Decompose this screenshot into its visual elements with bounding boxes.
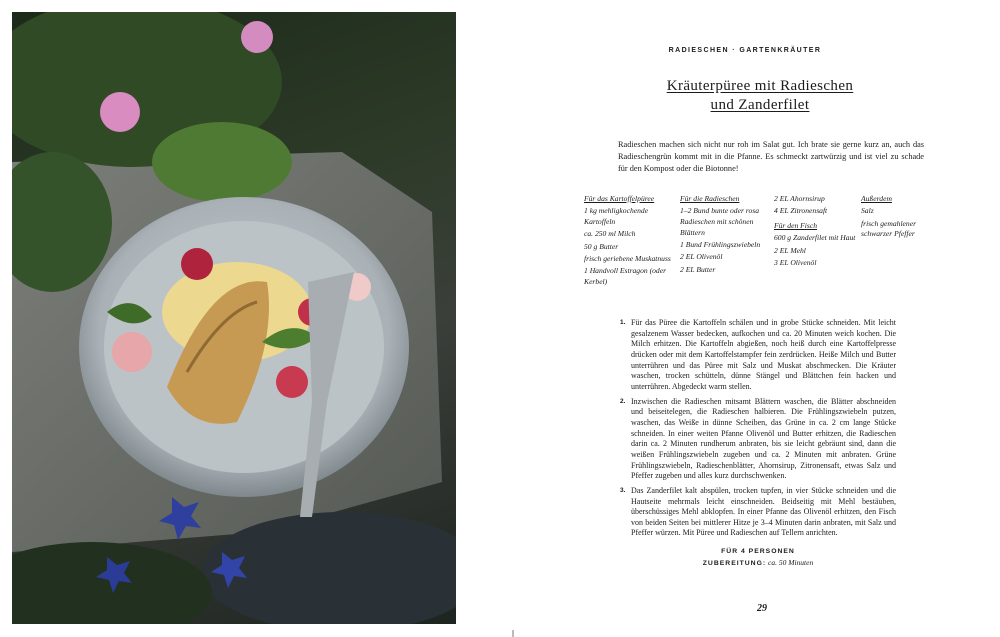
ingredient-item: frisch gemahlener schwarzer Pfeffer [861, 218, 917, 239]
recipe-photo [12, 12, 456, 624]
prep-time: ca. 50 Minuten [768, 558, 814, 567]
ingredient-item: 2 EL Butter [680, 264, 716, 274]
step-number: 1. [620, 319, 626, 326]
intro-paragraph: Radieschen machen sich nicht nur roh im Salat gut. Ich brate sie gerne kurz an, auch das Radieschengrün kommt mit in die Pfanne. Es schmeckt zartwürzig und ist viel zu schade für den Kompost oder die Biotonne! [618, 140, 924, 174]
prep-label: ZUBEREITUNG: [702, 560, 767, 567]
step-number: 3. [620, 486, 626, 494]
ingredient-item: 3 EL Olivenöl [774, 257, 817, 267]
ingredients-column-3 [774, 194, 856, 270]
instructions [620, 318, 896, 543]
ingredient-item: 2 EL Olivenöl [680, 252, 723, 262]
recipe-title [600, 77, 920, 115]
ingredient-heading: Für den Fisch [774, 221, 818, 231]
step-text: Das Zanderfilet kalt abspülen, trocken tupfen, in vier Stücke schneiden und die Hautseite mehrmals leicht einschneiden. Beidseitig mit Mehl bestäuben, überschüssiges Mehl abklopfen. In einer Pfanne das Olivenöl erhitzen, den Fisch von beiden Seiten bei mittlerer Hitze je 3–4 Minuten darin anbraten, mit Salz und Pfeffer würzen. Mit Püree und Radieschen auf Tellern anrichten. [631, 485, 896, 538]
ingredient-item: 1 Handvoll Estragon (oder Kerbel) [584, 266, 667, 287]
ingredient-heading: Außerdem [861, 194, 892, 203]
ingredients-column-1 [584, 194, 676, 289]
page-number: 29 [757, 603, 767, 614]
ingredient-item: ca. 250 ml Milch [584, 229, 636, 239]
ingredient-item: Salz [861, 206, 874, 216]
ingredient-heading: Für das Kartoffelpüree [584, 194, 655, 203]
title-line-2: und Zanderfilet [710, 97, 810, 113]
instruction-step [620, 486, 896, 539]
instruction-step [620, 397, 896, 482]
page-gutter [512, 630, 514, 637]
ingredient-item: 600 g Zanderfilet mit Haut [774, 233, 856, 243]
ingredient-item: 50 g Butter [584, 241, 619, 251]
ingredient-item: 2 EL Mehl [774, 245, 806, 255]
title-line-1: Kräuterpüree mit Radieschen [666, 78, 854, 94]
ingredient-item: 1 Bund Frühlingszwiebeln [680, 240, 761, 250]
ingredient-item: 4 EL Zitronensaft [774, 206, 828, 216]
recipe-meta [620, 546, 896, 569]
ingredient-item: 2 EL Ahornsirup [774, 194, 825, 203]
servings: FÜR 4 PERSONEN [721, 548, 795, 555]
ingredient-item: 1 kg mehligkochende Kartoffeln [584, 206, 649, 227]
ingredients-column-4 [861, 194, 937, 242]
step-text: Für das Püree die Kartoffeln schälen und in grobe Stücke schneiden. Mit leicht gesalzenem Wasser bedecken, aufkochen und ca. 20 Minuten weich kochen. Die Milch erhitzen. Die Kartoffeln abgießen, noch heiß durch eine Kartoffelpresse drücken oder mit dem Kartoffelstampfer fein zerdrücken. Heiße Milch und Butter unterrühren und das Püree mit Salz und Muskat abschmecken. Die Kräuter waschen, trocken schütteln, dünne Stängel und Blättchen fein hacken und unterrühren. Abgedeckt warm stellen. [631, 318, 896, 391]
ingredients-column-2 [680, 194, 768, 277]
ingredient-item: frisch geriebene Muskatnuss [584, 253, 671, 263]
step-text: Inzwischen die Radieschen mitsamt Blättern waschen, die Blätter abschneiden und beiseitelegen, die Radieschen halbieren. Die Frühlingszwiebeln putzen, waschen, das Weiße in dünne Scheiben, das Grüne in ca. 2 cm lange Stücke schneiden. In einer weiten Pfanne Olivenöl und Butter erhitzen, die Radieschen darin ca. 2 Minuten rundherum anbraten, bis sie leicht gebräunt sind, dann die weißen Frühlingszwiebeln zugeben und ca. 2 Minuten mit anbraten. Grüne Frühlingszwiebeln, Radieschenblätter, Ahornsirup, Zitronensaft, etwas Salz und Pfeffer zugeben und alles kurz durchschwenken. [631, 396, 896, 481]
instruction-step [620, 318, 896, 393]
dish-illustration [12, 12, 456, 624]
section-kicker: RADIESCHEN · GARTENKRÄUTER [668, 47, 822, 54]
ingredient-heading: Für die Radieschen [680, 194, 740, 203]
step-number: 2. [620, 397, 626, 405]
ingredient-item: 1–2 Bund bunte oder rosa Radieschen mit schönen Blättern [680, 206, 760, 237]
